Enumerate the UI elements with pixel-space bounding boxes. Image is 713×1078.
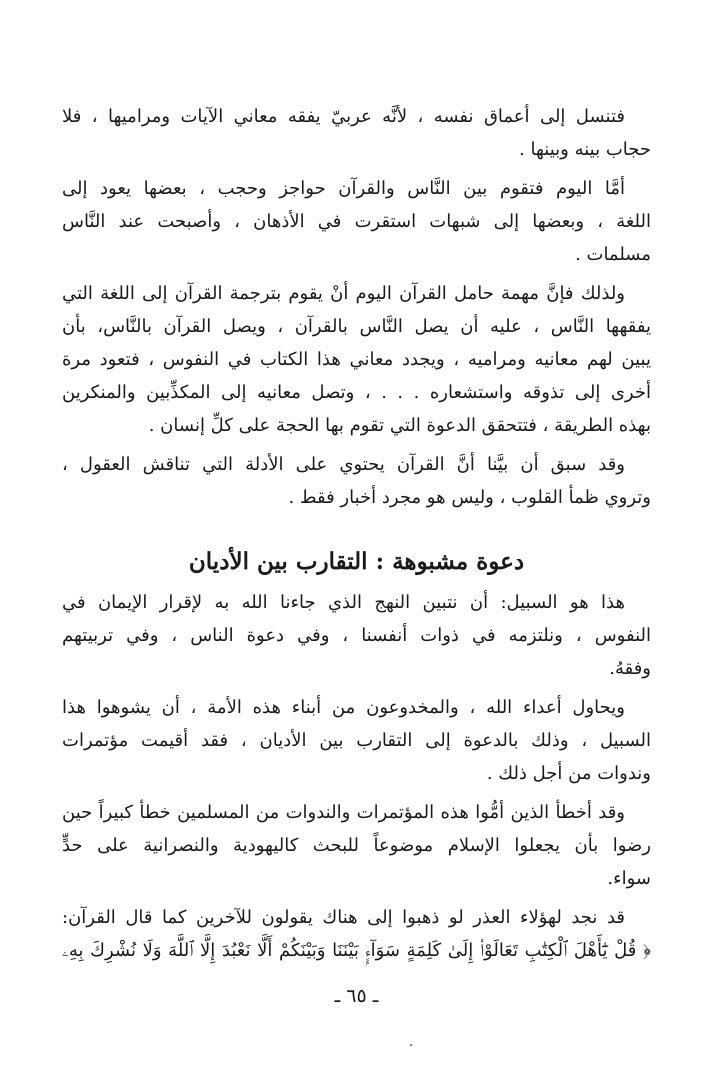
text-line: يبين لهم معانيه ومراميه ، ويجدد معاني هذا الكتاب في النفوس ، فتعود مرة [62,349,651,370]
text-line: وقد سبق أن بيَّنا أنَّ القرآن يحتوي على الأدلة التي تناقش العقول ، [62,454,625,475]
text-line: وفقهُ. [609,658,651,679]
text-line: قد نجد لهؤلاء العذر لو ذهبوا إلى هناك يقولون للآخرين كما قال القرآن: [62,907,625,928]
text-line: يفقهها النَّاس ، عليه أن يصل النَّاس بالقرآن ، ويصل القرآن بالنَّاس، بأن [62,316,651,337]
text-line: مسلمات . [575,244,651,265]
text-line: النفوس ، ونلتزمه في ذوات أنفسنا ، وفي دعوة الناس ، وفي تربيتهم [62,625,651,646]
paragraph-8 [62,901,651,967]
paragraph-1 [62,100,651,166]
text-line: ويحاول أعداء الله ، والمخدوعون من أبناء هذه الأمة ، أن يشوهوا هذا [62,697,625,718]
text-line: رضوا بأن يجعلوا الإسلام موضوعاً للبحث كاليهودية والنصرانية على حدٍّ [62,835,651,856]
paragraph-4 [62,448,651,514]
text-line: أخرى إلى تذوقه واستشعاره . . . ، وتصل معانيه إلى المكذِّبين والمنكرين [62,382,651,403]
text-line: حجاب بينه وبينها . [519,139,651,160]
page-body [62,100,651,967]
paragraph-6 [62,691,651,790]
paragraph-7 [62,796,651,895]
text-line: بهذه الطريقة ، فتتحقق الدعوة التي تقوم بها الحجة على كلِّ إنسان . [148,415,651,436]
text-line: سواء. [607,868,651,889]
paragraph-3 [62,277,651,442]
section-heading: دعوة مشبوهة : التقارب بين الأديان [188,548,525,575]
text-line: وقد أخطأ الذين أمُّوا هذه المؤتمرات والندوات من المسلمين خطأ كبيراً حين [62,802,625,823]
text-line: هذا هو السبيل: أن نتبين النهج الذي جاءنا الله به لإقرار الإيمان في [62,592,625,613]
text-line: ولذلك فإنَّ مهمة حامل القرآن اليوم أنْ يقوم بترجمة القرآن إلى اللغة التي [62,283,625,304]
quran-verse-line: ﴿ قُلْ يَٰٓأَهْلَ ٱلْكِتَٰبِ تَعَالَوْا۟ إِلَىٰ كَلِمَةٍ سَوَآءٍۭ بَيْنَنَا وَبَيْنَكُمْ أَلَّا نَعْبُدَ إِلَّا ٱللَّهَ وَلَا نُشْرِكَ بِهِۦ [62,940,651,961]
page-number: ـ ٦٥ ـ [334,985,379,1007]
text-line: فتنسل إلى أعماق نفسه ، لأنَّه عربيّ يفقه معاني الآيات ومراميها ، فلا [62,106,625,127]
text-line: وندوات من أجل ذلك . [486,763,651,784]
text-line: اللغة ، وبعضها إلى شبهات استقرت في الأذهان ، وأصبحت عند النَّاس [62,211,651,232]
text-line: السبيل ، وذلك بالدعوة إلى التقارب بين الأديان ، فقد أقيمت مؤتمرات [62,730,651,751]
text-line: وتروي ظمأ القلوب ، وليس هو مجرد أخبار فقط . [288,487,651,508]
text-line: أمَّا اليوم فتقوم بين النَّاس والقرآن حواجز وحجب ، بعضها يعود إلى [62,178,625,199]
page-speck [410,1044,412,1046]
paragraph-2 [62,172,651,271]
paragraph-5 [62,586,651,685]
